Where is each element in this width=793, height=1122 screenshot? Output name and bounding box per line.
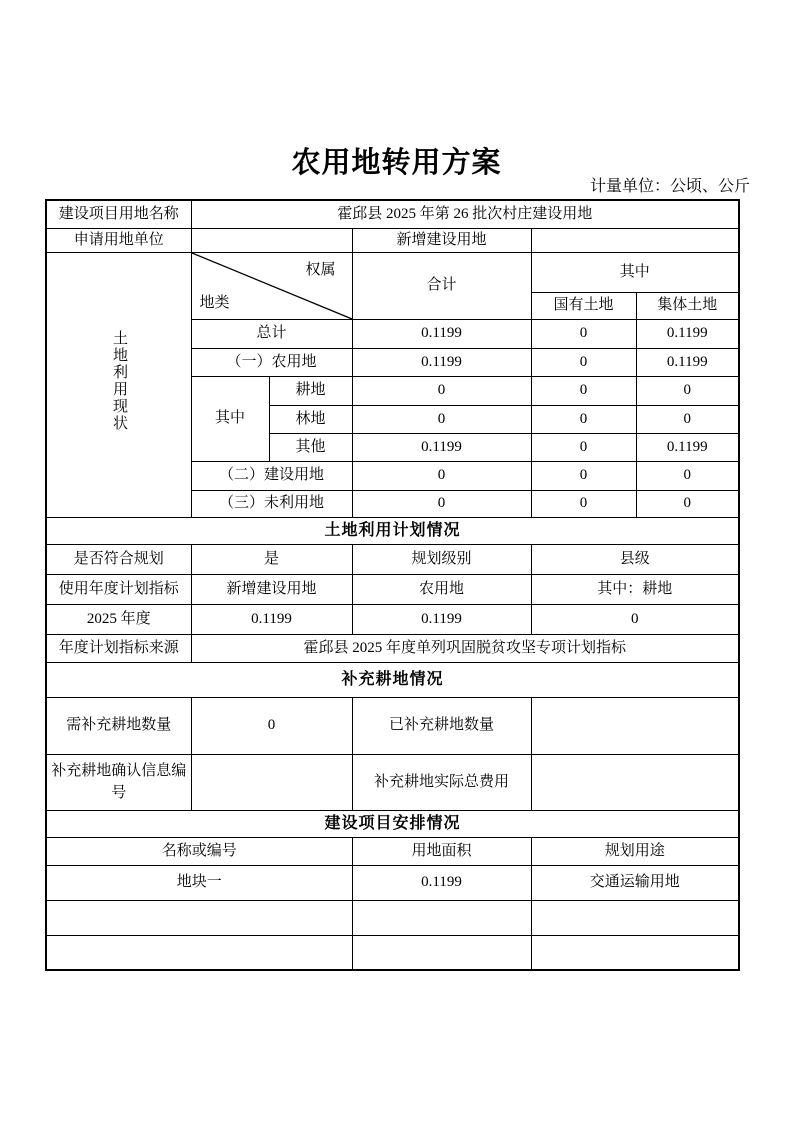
land-row-total: 0 xyxy=(352,405,531,433)
diagonal-bottom-label: 地类 xyxy=(199,295,230,311)
applicant-label: 申请用地单位 xyxy=(46,228,191,252)
table-row xyxy=(46,604,739,634)
table-row xyxy=(46,754,739,810)
plan-conform-label: 是否符合规划 xyxy=(46,544,191,574)
plan-level-value: 县级 xyxy=(531,544,739,574)
land-row-state: 0 xyxy=(531,376,636,405)
parcel-use xyxy=(531,935,739,970)
parcel-area xyxy=(352,935,531,970)
table-row xyxy=(46,200,739,228)
parcel-area-header: 用地面积 xyxy=(352,837,531,865)
collective-land-header: 集体土地 xyxy=(636,292,739,319)
diagonal-header-cell xyxy=(191,252,352,319)
annual-quota-col3: 其中：耕地 xyxy=(531,574,739,604)
among-column-header: 其中 xyxy=(531,252,739,292)
table-row xyxy=(46,662,739,697)
new-land-label: 新增建设用地 xyxy=(352,228,531,252)
land-conversion-form-table xyxy=(45,199,740,971)
table-row xyxy=(46,810,739,837)
land-row-label: 耕地 xyxy=(269,376,352,405)
table-row xyxy=(46,935,739,970)
among-group-label: 其中 xyxy=(191,376,269,461)
land-row-collective: 0.1199 xyxy=(636,348,739,376)
project-section-title: 建设项目安排情况 xyxy=(46,810,739,837)
land-row-state: 0 xyxy=(531,433,636,461)
table-row xyxy=(46,697,739,754)
land-row-collective: 0 xyxy=(636,405,739,433)
land-row-label: （二）建设用地 xyxy=(191,461,352,490)
land-row-collective: 0.1199 xyxy=(636,319,739,348)
year-col2: 0.1199 xyxy=(352,604,531,634)
confirm-number-label: 补充耕地确认信息编号 xyxy=(46,754,191,810)
table-row xyxy=(46,517,739,544)
land-row-state: 0 xyxy=(531,490,636,517)
page-title: 农用地转用方案 xyxy=(291,147,502,179)
new-land-value xyxy=(531,228,739,252)
land-row-total: 0.1199 xyxy=(352,433,531,461)
actual-cost-value xyxy=(531,754,739,810)
land-row-total: 0.1199 xyxy=(352,319,531,348)
farmland-section-title: 补充耕地情况 xyxy=(46,662,739,697)
table-row xyxy=(46,634,739,662)
table-row xyxy=(46,574,739,604)
parcel-use: 交通运输用地 xyxy=(531,865,739,900)
state-land-header: 国有土地 xyxy=(531,292,636,319)
land-row-state: 0 xyxy=(531,405,636,433)
table-row xyxy=(46,544,739,574)
land-row-label: 其他 xyxy=(269,433,352,461)
parcel-name xyxy=(46,935,352,970)
need-farmland-value: 0 xyxy=(191,697,352,754)
year-col1: 0.1199 xyxy=(191,604,352,634)
land-row-collective: 0 xyxy=(636,376,739,405)
land-row-state: 0 xyxy=(531,319,636,348)
land-row-total: 0 xyxy=(352,376,531,405)
plan-conform-value: 是 xyxy=(191,544,352,574)
project-name-value: 霍邱县 2025 年第 26 批次村庄建设用地 xyxy=(191,200,739,228)
plan-level-label: 规划级别 xyxy=(352,544,531,574)
total-column-header: 合计 xyxy=(352,252,531,319)
land-row-collective: 0 xyxy=(636,461,739,490)
land-row-state: 0 xyxy=(531,461,636,490)
year-label: 2025 年度 xyxy=(46,604,191,634)
done-farmland-label: 已补充耕地数量 xyxy=(352,697,531,754)
project-name-label: 建设项目用地名称 xyxy=(46,200,191,228)
confirm-number-value xyxy=(191,754,352,810)
measurement-unit-note: 计量单位：公顷、公斤 xyxy=(589,178,750,195)
parcel-use-header: 规划用途 xyxy=(531,837,739,865)
land-row-collective: 0 xyxy=(636,490,739,517)
parcel-name xyxy=(46,900,352,935)
parcel-area xyxy=(352,900,531,935)
land-row-total: 0 xyxy=(352,490,531,517)
land-row-state: 0 xyxy=(531,348,636,376)
plan-section-title: 土地利用计划情况 xyxy=(46,517,739,544)
done-farmland-value xyxy=(531,697,739,754)
applicant-value xyxy=(191,228,352,252)
land-row-total: 0 xyxy=(352,461,531,490)
land-row-label: 林地 xyxy=(269,405,352,433)
year-col3: 0 xyxy=(531,604,739,634)
parcel-name: 地块一 xyxy=(46,865,352,900)
land-row-label: （一）农用地 xyxy=(191,348,352,376)
land-row-total: 0.1199 xyxy=(352,348,531,376)
need-farmland-label: 需补充耕地数量 xyxy=(46,697,191,754)
land-row-collective: 0.1199 xyxy=(636,433,739,461)
vertical-label: 土地利用现状 xyxy=(111,329,127,432)
parcel-area: 0.1199 xyxy=(352,865,531,900)
land-row-label: （三）未利用地 xyxy=(191,490,352,517)
quota-source-label: 年度计划指标来源 xyxy=(46,634,191,662)
table-row xyxy=(46,837,739,865)
table-row xyxy=(46,228,739,252)
table-row xyxy=(46,900,739,935)
table-row xyxy=(46,865,739,900)
quota-source-value: 霍邱县 2025 年度单列巩固脱贫攻坚专项计划指标 xyxy=(191,634,739,662)
actual-cost-label: 补充耕地实际总费用 xyxy=(352,754,531,810)
parcel-name-header: 名称或编号 xyxy=(46,837,352,865)
annual-quota-label: 使用年度计划指标 xyxy=(46,574,191,604)
land-row-label: 总计 xyxy=(191,319,352,348)
diagonal-top-label: 权属 xyxy=(305,261,336,278)
land-use-status-side-label xyxy=(46,252,191,517)
parcel-use xyxy=(531,900,739,935)
table-row xyxy=(46,252,739,292)
annual-quota-col1: 新增建设用地 xyxy=(191,574,352,604)
annual-quota-col2: 农用地 xyxy=(352,574,531,604)
